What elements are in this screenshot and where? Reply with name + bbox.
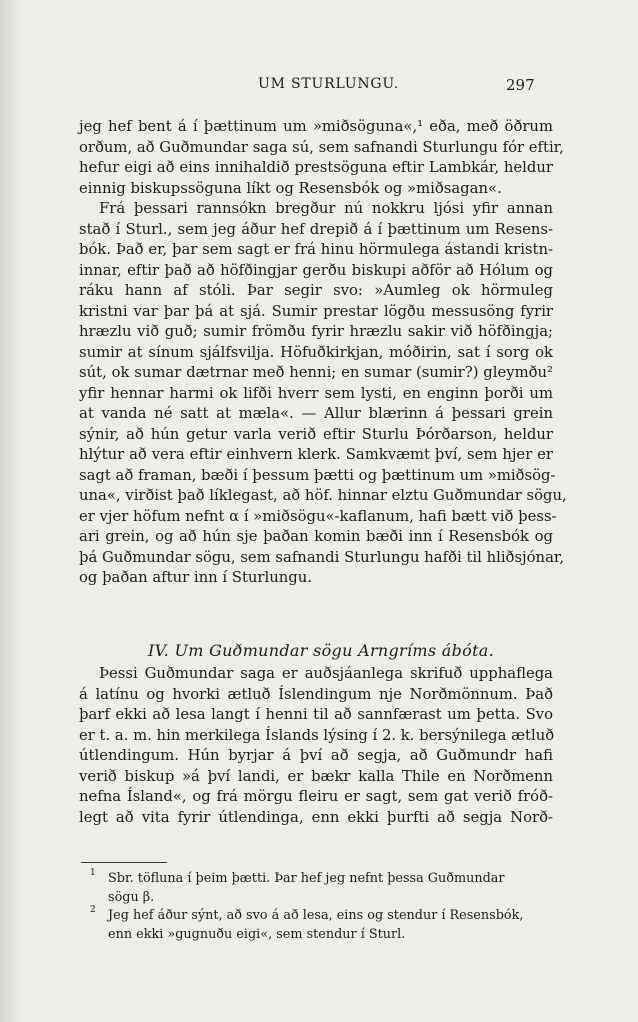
page-header	[0, 76, 638, 100]
text-line: þá Guðmundar sögu, sem safnandi Sturlungu hafði til hliðsjónar,	[79, 548, 565, 566]
text-line: sagt að framan, bæði í þessum þætti og þættinum um »miðsög-	[79, 466, 556, 484]
footnote-marker: 1	[90, 868, 96, 878]
footnote-2	[90, 907, 553, 944]
text-line: hræzlu við guð; sumir frömðu fyrir hræzlu sakir við höfðingja;	[79, 323, 553, 340]
text-line: og þaðan aftur inn í Sturlungu.	[79, 569, 313, 586]
text-line: jeg hef bent á í þættinum um »miðsöguna«,¹ eða, með öðrum	[79, 118, 553, 135]
text-line: stað í Sturl., sem jeg áður hef drepið á í þættinum um Resens-	[79, 220, 553, 238]
text-line: bók. Það er, þar sem sagt er frá hinu hörmulega ástandi kristn-	[79, 241, 553, 258]
main-text	[79, 117, 567, 589]
text-line: sút, ok sumar dætrnar með henni; en sumar (sumir?) gleymðu²	[79, 364, 553, 381]
text-line: sýnir, að hún getur varla verið eftir Sturlu Þórðarson, heldur	[79, 425, 553, 443]
text-line: útlendingum. Hún byrjar á því að segja, að Guðmundr hafi	[79, 747, 553, 764]
text-line: á latínu og hvorki ætluð Íslendingum nje Norðmönnum. Það	[79, 685, 553, 703]
gutter-shadow	[0, 0, 22, 1022]
text-line: er vjer höfum nefnt α í »miðsögu«-kaflanum, hafi bætt við þess-	[79, 507, 557, 525]
text-line: nefna Ísland«, og frá mörgu fleiru er sagt, sem gat verið fróð-	[79, 788, 553, 805]
text-line: þarf ekki að lesa langt í henni til að sannfærast um þetta. Svo	[79, 706, 553, 723]
text-line: kristni var þar þá at sjá. Sumir prestar lögðu messusöng fyrir	[79, 302, 553, 320]
running-title: UM STURLUNGU.	[258, 76, 399, 92]
text-line: yfir hennar harmi ok lifði hverr sem lysti, en enginn þorði um	[79, 384, 553, 402]
text-line: orðum, að Guðmundar saga sú, sem safnandi Sturlungu fór eftir,	[79, 138, 564, 156]
text-line: una«, virðist það líklegast, að höf. hinnar elztu Guðmundar sögu,	[79, 487, 567, 504]
footnote-marker: 2	[90, 905, 96, 915]
text-line: at vanda né satt at mæla«. — Allur blærinn á þessari grein	[79, 405, 553, 422]
footnote-1	[90, 870, 553, 907]
section-heading: IV. Um Guðmundar sögu Arngríms ábóta.	[148, 641, 495, 660]
paragraph-1	[79, 117, 564, 199]
text-line: ari grein, og að hún sje þaðan komin bæði inn í Resensbók og	[79, 528, 553, 545]
footnote-line: enn ekki »gugnuðu eigi«, sem stendur í Sturl.	[108, 926, 406, 942]
text-line: innar, eftir það að höfðingjar gerðu biskupi aðför að Hólum og	[79, 261, 553, 279]
text-line: einnig biskupssöguna líkt og Resensbók og »miðsagan«.	[79, 179, 502, 197]
footnote-line: Jeg hef áður sýnt, að svo á að lesa, eins og stendur í Resensbók,	[108, 908, 524, 923]
footnote-rule	[81, 862, 167, 863]
paragraph-3	[79, 664, 553, 828]
section-text	[79, 664, 553, 828]
page-number: 297	[506, 76, 535, 94]
footnote-line: sögu β.	[108, 889, 155, 905]
text-line: sumir at sínum sjálfsvilja. Höfuðkirkjan, móðirin, sat í sorg ok	[79, 343, 553, 361]
text-line: Þessi Guðmundar saga er auðsjáanlega skrifuð upphaflega	[99, 665, 553, 682]
text-line: Frá þessari rannsókn bregður nú nokkru ljósi yfir annan	[99, 200, 553, 217]
text-line: er t. a. m. hin merkilega Íslands lýsing í 2. k. bersýnilega ætluð	[79, 726, 555, 744]
text-line: hlýtur að vera eftir einhvern klerk. Samkvæmt því, sem hjer er	[79, 446, 553, 463]
paragraph-2	[79, 199, 567, 589]
text-line: hefur eigi að eins innihaldið prestsöguna eftir Lambkár, heldur	[79, 159, 553, 176]
footnotes	[90, 870, 553, 944]
text-line: legt að vita fyrir útlendinga, enn ekki þurfti að segja Norð-	[79, 808, 553, 826]
footnote-line: Sbr. töfluna í þeim þætti. Þar hef jeg nefnt þessa Guðmundar	[108, 871, 505, 886]
text-line: verið biskup »á því landi, er bækr kalla Thile en Norðmenn	[79, 767, 553, 785]
text-line: ráku hann af stóli. Þar segir svo: »Aumleg ok hörmuleg	[79, 282, 553, 299]
